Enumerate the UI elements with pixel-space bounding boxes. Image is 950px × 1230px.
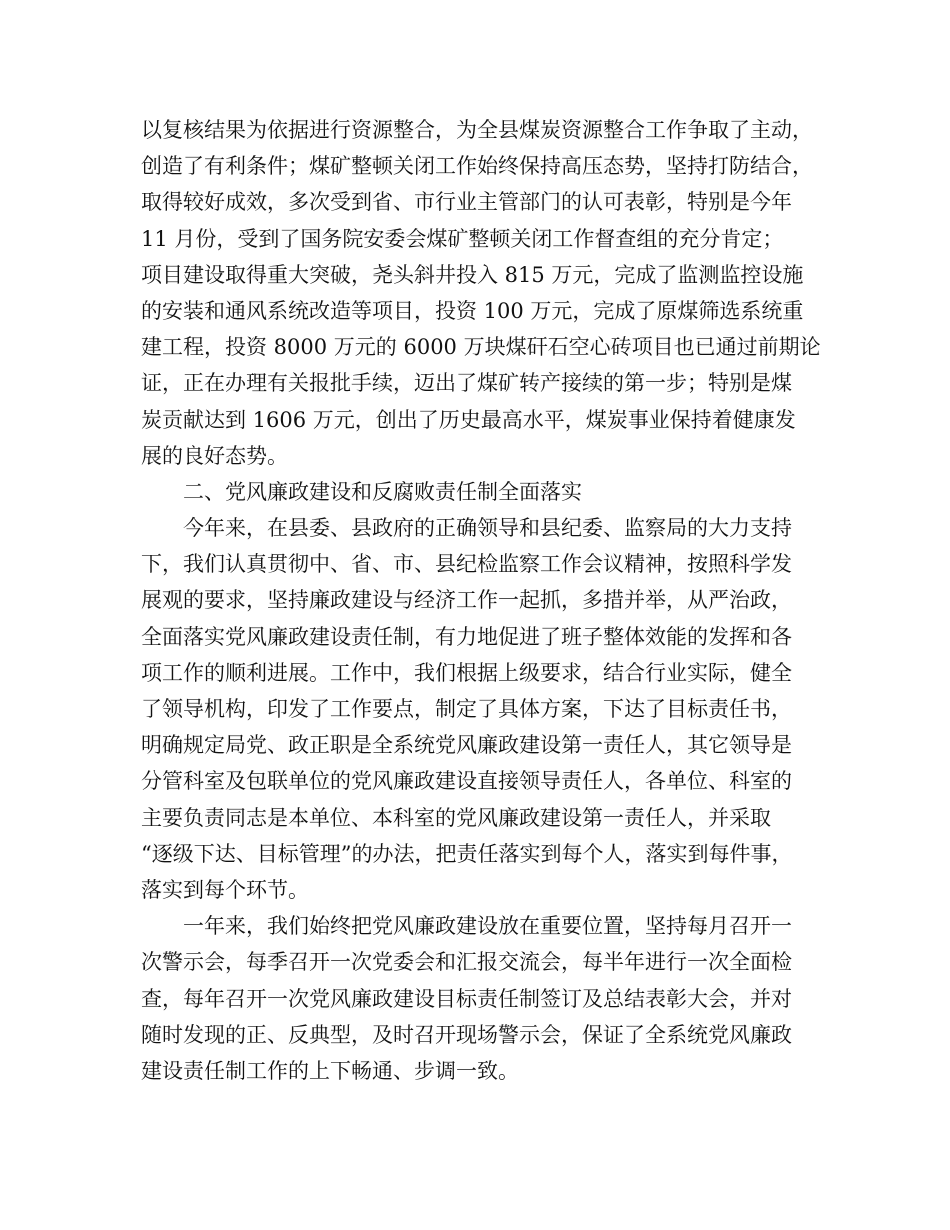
text-line: 项目建设取得重大突破，尧头斜井投入 815 万元，完成了监测监控设施 bbox=[141, 262, 804, 287]
text-line: 11 月份，受到了国务院安委会煤矿整顿关闭工作督查组的充分肯定； bbox=[141, 226, 784, 251]
paragraph-meetings bbox=[141, 908, 831, 1089]
text-line: 项工作的顺利进展。工作中，我们根据上级要求，结合行业实际，健全 bbox=[141, 660, 792, 685]
text-line: 展观的要求，坚持廉政建设与经济工作一起抓，多措并举，从严治政， bbox=[141, 588, 792, 613]
text-line: 全面落实党风廉政建设责任制，有力地促进了班子整体效能的发挥和各 bbox=[141, 624, 792, 649]
text-line: 次警示会，每季召开一次党委会和汇报交流会，每半年进行一次全面检 bbox=[141, 950, 792, 975]
paragraph-coal-industry bbox=[141, 112, 831, 474]
text-line: 证，正在办理有关报批手续，迈出了煤矿转产接续的第一步；特别是煤 bbox=[141, 371, 792, 396]
text-line: 今年来，在县委、县政府的正确领导和县纪委、监察局的大力支持 bbox=[183, 516, 792, 541]
text-line: 取得较好成效，多次受到省、市行业主管部门的认可表彰，特别是今年 bbox=[141, 190, 792, 215]
text-line: 建设责任制工作的上下畅通、步调一致。 bbox=[141, 1058, 519, 1083]
text-line: “逐级下达、目标管理”的办法，把责任落实到每个人，落实到每件事， bbox=[141, 841, 793, 866]
text-line: 建工程，投资 8000 万元的 6000 万块煤矸石空心砖项目也已通过前期论 bbox=[141, 335, 821, 360]
document-page bbox=[141, 112, 831, 1089]
text-line: 一年来，我们始终把党风廉政建设放在重要位置，坚持每月召开一 bbox=[183, 914, 792, 939]
text-line: 分管科室及包联单位的党风廉政建设直接领导责任人，各单位、科室的 bbox=[141, 769, 792, 794]
text-line: 的安装和通风系统改造等项目，投资 100 万元，完成了原煤筛选系统重 bbox=[141, 298, 804, 323]
text-line: 炭贡献达到 1606 万元，创出了历史最高水平，煤炭事业保持着健康发 bbox=[141, 407, 796, 432]
text-line: 明确规定局党、政正职是全系统党风廉政建设第一责任人，其它领导是 bbox=[141, 733, 792, 758]
text-line: 展的良好态势。 bbox=[141, 443, 288, 468]
text-line: 查，每年召开一次党风廉政建设目标责任制签订及总结表彰大会，并对 bbox=[141, 986, 792, 1011]
text-line: 创造了有利条件；煤矿整顿关闭工作始终保持高压态势，坚持打防结合， bbox=[141, 154, 813, 179]
paragraph-responsibility-system bbox=[141, 510, 831, 908]
text-line: 下，我们认真贯彻中、省、市、县纪检监察工作会议精神，按照科学发 bbox=[141, 552, 792, 577]
text-line: 了领导机构，印发了工作要点，制定了具体方案，下达了目标责任书， bbox=[141, 697, 792, 721]
text-line: 以复核结果为依据进行资源整合，为全县煤炭资源整合工作争取了主动， bbox=[141, 118, 813, 142]
text-line: 随时发现的正、反典型，及时召开现场警示会，保证了全系统党风廉政 bbox=[141, 1022, 792, 1047]
text-line: 落实到每个环节。 bbox=[141, 877, 309, 902]
text-line: 主要负责同志是本单位、本科室的党风廉政建设第一责任人，并采取 bbox=[141, 805, 771, 830]
section-heading: 二、党风廉政建设和反腐败责任制全面落实 bbox=[183, 479, 582, 504]
